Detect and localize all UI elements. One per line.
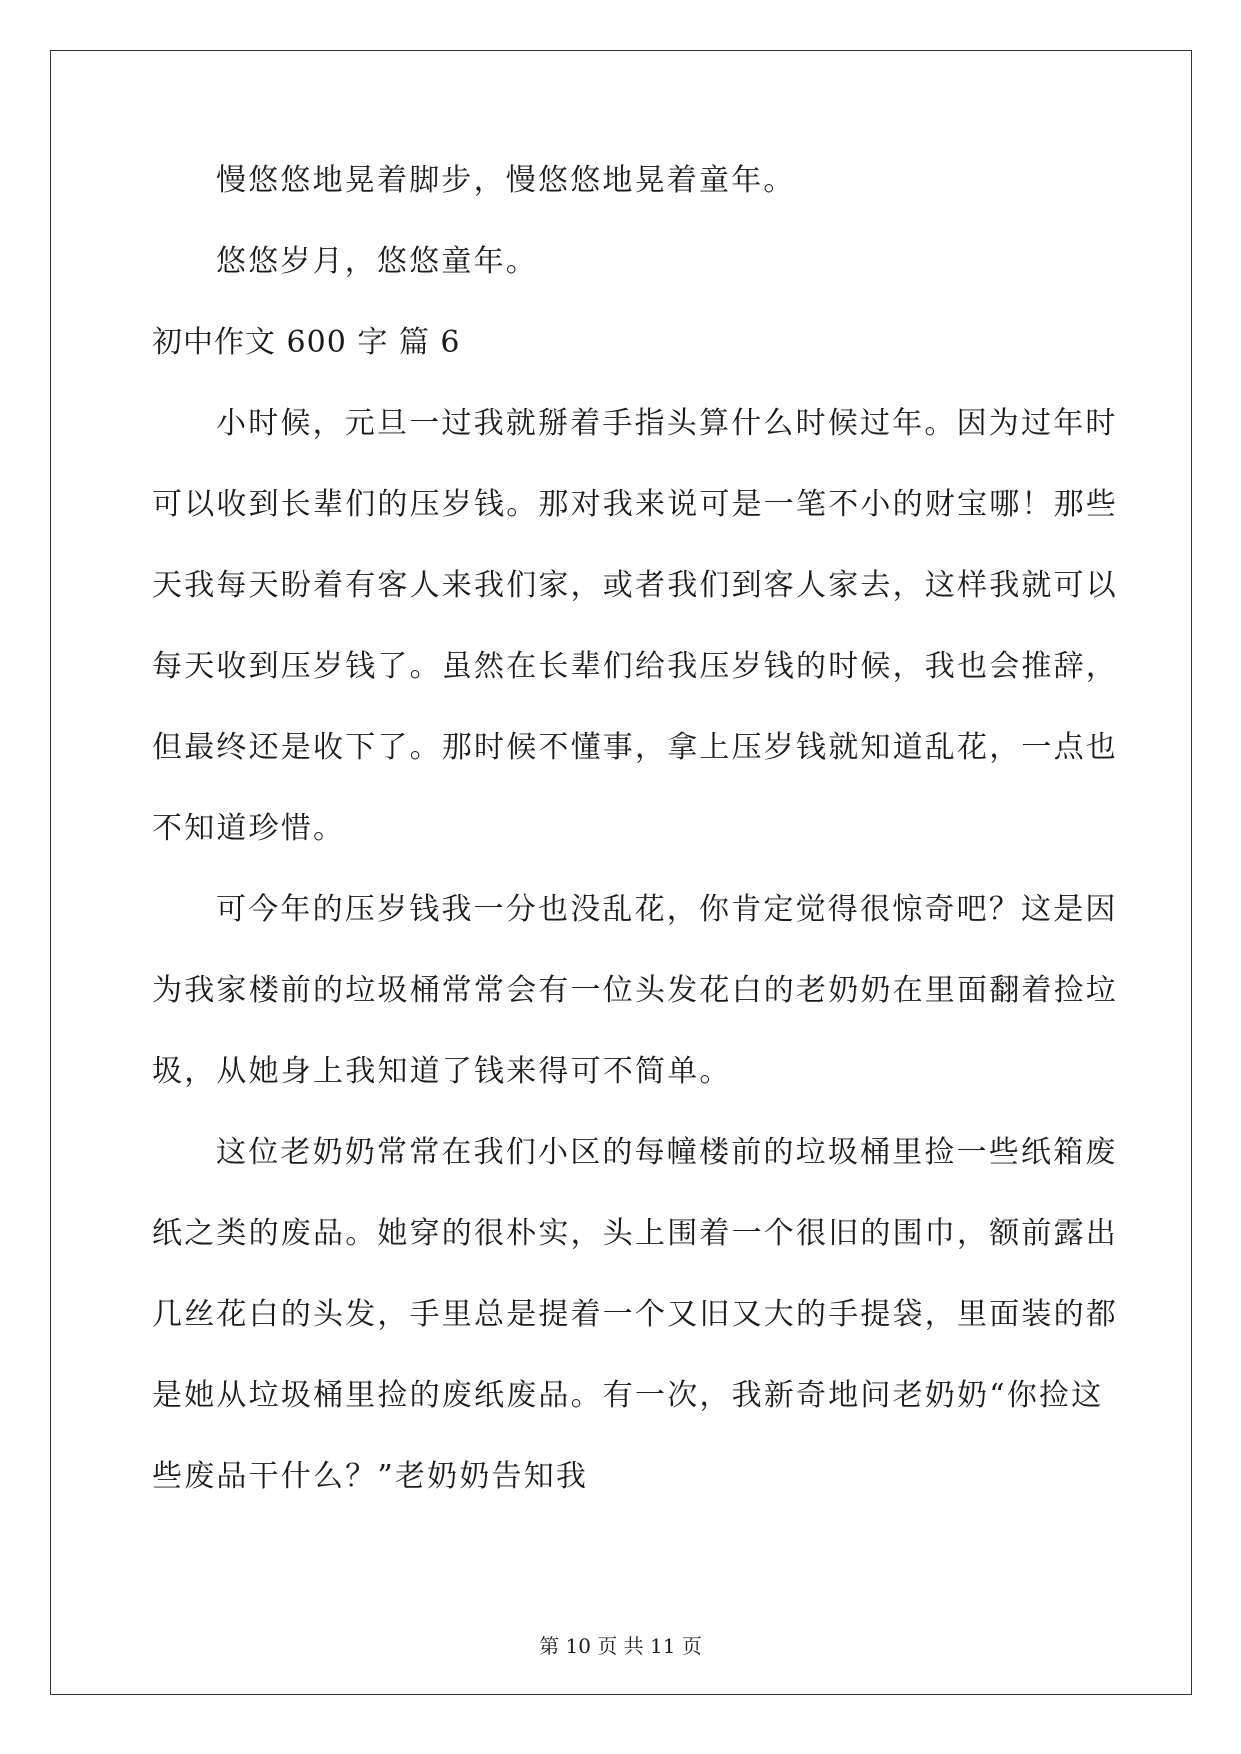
paragraph-line: 几丝花白的头发，手里总是提着一个又旧又大的手提袋，里面装的都 [152, 1297, 1118, 1332]
paragraph-line: 这位老奶奶常常在我们小区的每幢楼前的垃圾桶里捡一些纸箱废 [216, 1135, 1118, 1170]
document-body [152, 160, 1118, 1537]
paragraph-line: 圾，从她身上我知道了钱来得可不简单。 [152, 1054, 732, 1089]
section-heading: 初中作文 600 字 篇 6 [152, 325, 461, 360]
paragraph-line: 纸之类的废品。她穿的很朴实，头上围着一个很旧的围巾，额前露出 [152, 1216, 1118, 1251]
paragraph-line: 为我家楼前的垃圾桶常常会有一位头发花白的老奶奶在里面翻着捡垃 [152, 973, 1118, 1008]
paragraph-line: 小时候，元旦一过我就掰着手指头算什么时候过年。因为过年时 [216, 406, 1118, 441]
page-number-footer: 第 10 页 共 11 页 [539, 1634, 702, 1658]
paragraph-line: 可今年的压岁钱我一分也没乱花，你肯定觉得很惊奇吧？这是因 [216, 892, 1118, 927]
paragraph-line: 天我每天盼着有客人来我们家，或者我们到客人家去，这样我就可以 [152, 568, 1118, 603]
paragraph-line: 可以收到长辈们的压岁钱。那对我来说可是一笔不小的财宝哪！那些 [152, 487, 1118, 522]
paragraph-line: 慢悠悠地晃着脚步，慢悠悠地晃着童年。 [216, 163, 796, 198]
paragraph-line: 悠悠岁月，悠悠童年。 [216, 244, 538, 279]
paragraph-line: 每天收到压岁钱了。虽然在长辈们给我压岁钱的时候，我也会推辞， [152, 649, 1118, 684]
paragraph-line: 是她从垃圾桶里捡的废纸废品。有一次，我新奇地问老奶奶“你捡这 [152, 1378, 1104, 1413]
paragraph-line: 不知道珍惜。 [152, 811, 346, 846]
paragraph-line: 些废品干什么？”老奶奶告知我 [152, 1459, 589, 1494]
paragraph-line: 但最终还是收下了。那时候不懂事，拿上压岁钱就知道乱花，一点也 [152, 730, 1118, 765]
